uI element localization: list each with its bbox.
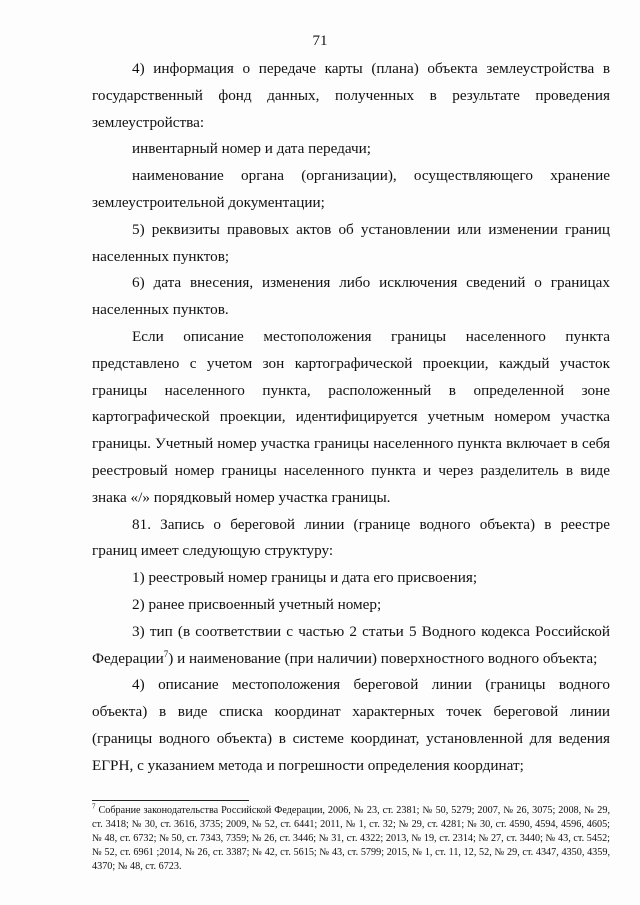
paragraph-projection-zones: Если описание местоположения границы населенного пункта представлено с учетом зон картографической проекции, каждый участок границы населенного пункта, расположенный в определенной зоне картографической проекции, идентифицируется учетным номером участка границы. Учетный номер участка границы населенного пункта включает в себя реестровый номер границы населенного пункта и через разделитель в виде знака «/» порядковый номер участка границы.: [92, 327, 610, 506]
footnote-divider: [92, 800, 249, 801]
footnote-marker: 7: [92, 802, 96, 811]
paragraph-section-81: 81. Запись о береговой линии (границе водного объекта) в реестре границ имеет следующую структуру:: [92, 515, 610, 560]
paragraph-type-text-end: ) и наименование (при наличии) поверхностного водного объекта;: [168, 649, 598, 667]
paragraph-type-text: 3) тип (в соответствии с частью 2 статьи 5 Водного кодекса Российской Федерации: [92, 622, 610, 667]
paragraph-coordinates-description: 4) описание местоположения береговой линии (границы водного объекта) в виде списка координат характерных точек береговой линии (границы водного объекта) в системе координат, установленной для ведения ЕГРН, с указанием метода и погрешности определения координат;: [92, 676, 610, 774]
paragraph-water-object-type: [92, 619, 610, 673]
footnote-reference: 7: [163, 648, 169, 659]
paragraph-previous-number: 2) ранее присвоенный учетный номер;: [132, 595, 382, 613]
paragraph-registry-number: 1) реестровый номер границы и дата его присвоения;: [132, 569, 478, 587]
paragraph-change-date: 6) дата внесения, изменения либо исключения сведений о границах населенных пунктов.: [92, 274, 610, 319]
paragraph-legal-acts: 5) реквизиты правовых актов об установлении или изменении границ населенных пунктов;: [92, 220, 610, 265]
paragraph-map-transfer-info: 4) информация о передаче карты (плана) объекта землеустройства в государственный фонд данных, полученных в результате проведения землеустройства:: [92, 60, 610, 131]
paragraph-storage-organization: наименование органа (организации), осуществляющего хранение землеустроительной документации;: [92, 167, 610, 211]
paragraph-inventory-number: инвентарный номер и дата передачи;: [132, 140, 372, 158]
footnote-text: Собрание законодательства Российской Федерации, 2006, № 23, ст. 2381; № 50, 5279; 2007, № 26, 3075; 2008, № 29, ст. 3418; № 30, ст. 3616, 3735; 2009, № 52, ст. 6441; 2011, № 1, ст. 32; № 29, ст. 4281; № 30, ст. 4590, 4594, 4596, 4605; № 48, ст. 6732; № 50, ст. 7343, 7359; № 26, ст. 3446; № 31, ст. 4322; 2013, № 19, ст. 2314; № 27, ст. 3440; № 43, ст. 5452; № 52, ст. 6961 ;2014, № 26, ст. 3387; № 42, ст. 5615; № 43, ст. 5799; 2015, № 1, ст. 11, 12, 52, № 29, ст. 4347, 4350, 4359, 4370; № 48, ст. 6723.: [92, 805, 610, 872]
page-number: 71: [312, 33, 328, 49]
footnote: [92, 804, 610, 874]
document-body: [92, 56, 610, 780]
